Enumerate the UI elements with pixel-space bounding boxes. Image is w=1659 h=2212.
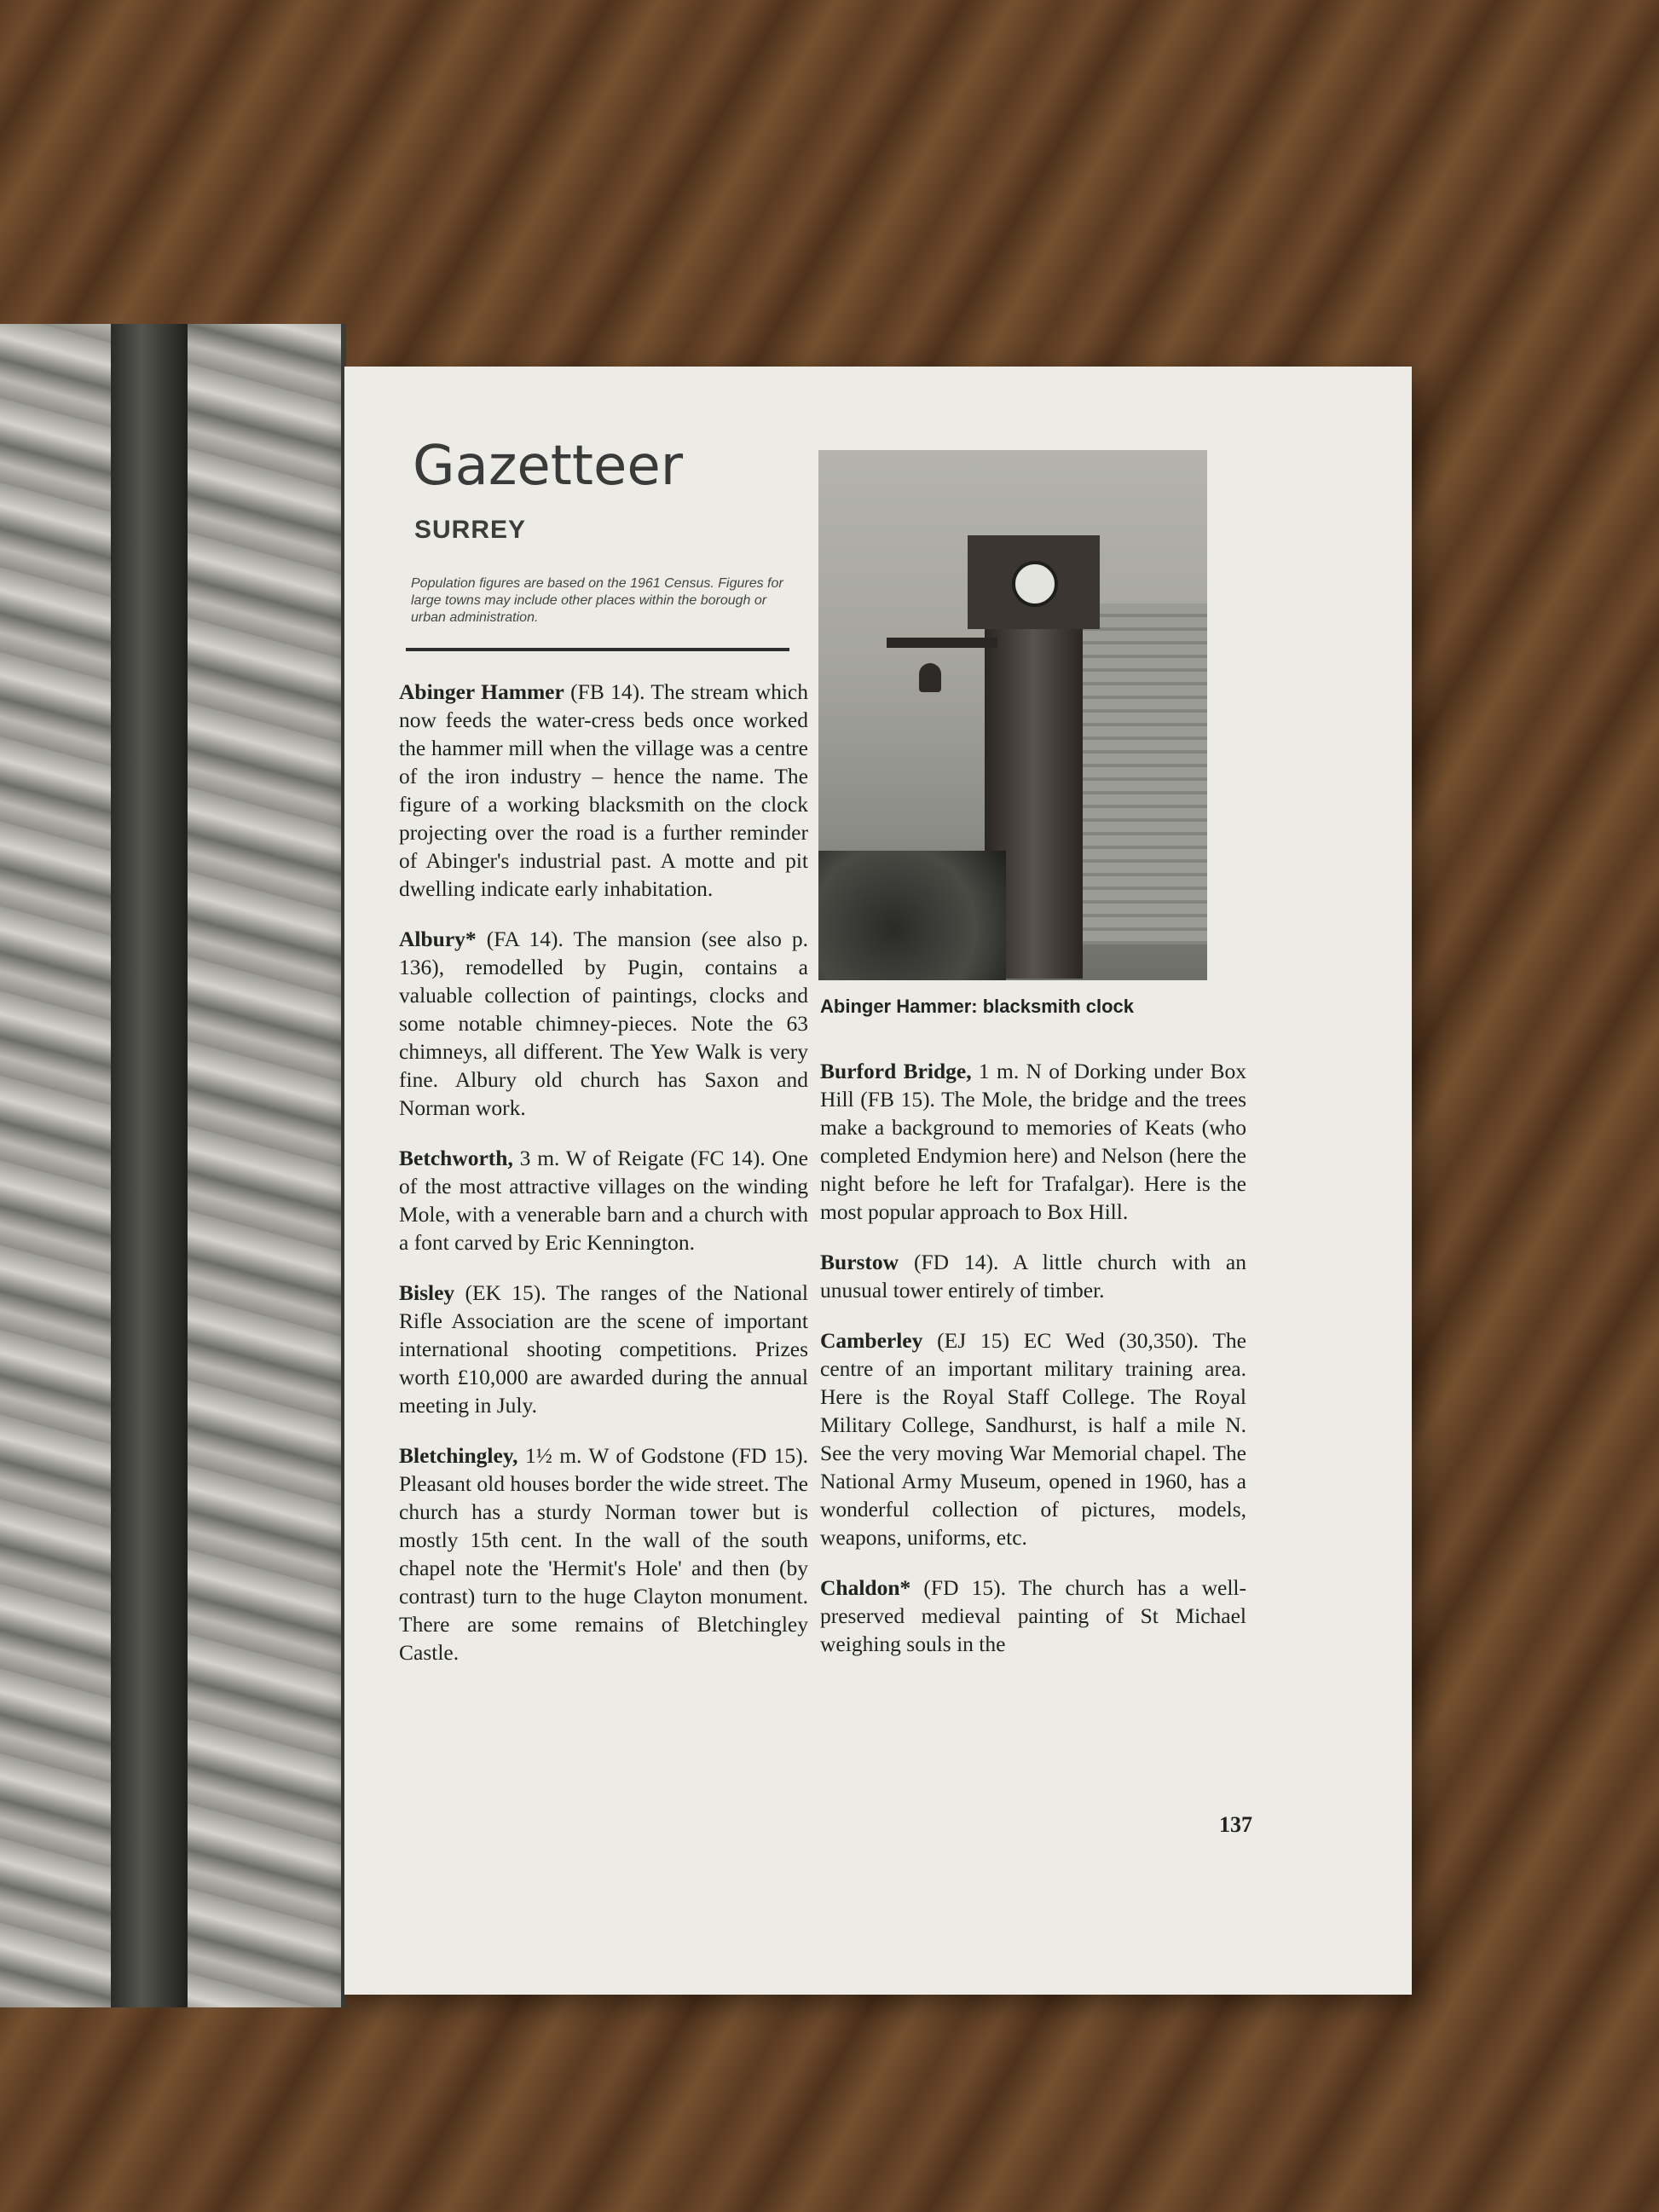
page-title: Gazetteer: [413, 435, 684, 498]
entry-text: (EK 15). The ranges of the National Rifle Association are the scene of important international shooting competitions. Prizes worth £10,000 are awarded during the annual meeting in July.: [399, 1280, 808, 1418]
entry-name: Betchworth,: [399, 1146, 513, 1170]
trees-shape: [818, 851, 1006, 980]
entry-name: Bisley: [399, 1280, 455, 1305]
gazetteer-entry: [399, 1279, 808, 1419]
entry-text: (FD 14). A little church with an unusual tower entirely of timber.: [820, 1250, 1246, 1302]
facing-page-photo: [0, 324, 346, 2007]
entry-name: Chaldon*: [820, 1575, 911, 1600]
page-subtitle: SURREY: [414, 516, 527, 544]
population-note: Population figures are based on the 1961 Census. Figures for large towns may include other places within the borough or urban administration.: [411, 576, 783, 625]
entry-name: Camberley: [820, 1328, 923, 1353]
entry-text: (FD 15). The church has a well-preserved medieval painting of St Michael weighing souls in the: [820, 1575, 1246, 1656]
gazetteer-entry: [399, 1144, 808, 1256]
gazetteer-entry: [820, 1057, 1246, 1226]
entry-text: 3 m. W of Reigate (FC 14). One of the most attractive villages on the winding Mole, with a venerable barn and a church with a font carved by Eric Kennington.: [399, 1146, 808, 1255]
gazetteer-entry: [399, 925, 808, 1122]
gazetteer-entry: [399, 678, 808, 903]
entry-name: Abinger Hammer: [399, 679, 564, 704]
page-number: 137: [1219, 1812, 1252, 1837]
entry-text: 1½ m. W of Godstone (FD 15). Pleasant old houses border the wide street. The church has a sturdy Norman tower but is mostly 15th cent. In the wall of the south chapel note the 'Hermit's Hole' and then (by contrast) turn to the huge Clayton monument. There are some remains of Bletchingley Castle.: [399, 1443, 808, 1665]
blacksmith-clock-photo: [818, 450, 1207, 980]
column-left: [399, 678, 808, 1689]
bracket-arm-shape: [887, 638, 997, 648]
divider-rule: [406, 648, 789, 651]
clock-icon: [1012, 561, 1058, 607]
gazetteer-entry: [820, 1574, 1246, 1658]
gazetteer-entry: [820, 1326, 1246, 1551]
entry-text: 1 m. N of Dorking under Box Hill (FB 15). The Mole, the bridge and the trees make a background to memories of Keats (who completed Endymion here) and Nelson (here the night before he left for Trafalgar). Here is the most popular approach to Box Hill.: [820, 1059, 1246, 1224]
drainpipe-image: [111, 324, 188, 2007]
gazetteer-entry: [399, 1441, 808, 1666]
entry-text: (EJ 15) EC Wed (30,350). The centre of an important military training area. Here is the Royal Staff College. The Royal Military College, Sandhurst, is half a mile N. See the very moving War Memorial chapel. The National Army Museum, opened in 1960, has a wonderful collection of pictures, models, weapons, uniforms, etc.: [820, 1328, 1246, 1550]
entry-name: Burstow: [820, 1250, 899, 1274]
column-right: [820, 1057, 1246, 1680]
entry-name: Albury*: [399, 927, 477, 951]
entry-text: (FA 14). The mansion (see also p. 136), remodelled by Pugin, contains a valuable collection of paintings, clocks and some notable chimney-pieces. Note the 63 chimneys, all different. The Yew Walk is very fine. Albury old church has Saxon and Norman work.: [399, 927, 808, 1120]
photo-caption: Abinger Hammer: blacksmith clock: [820, 996, 1135, 1017]
entry-name: Bletchingley,: [399, 1443, 518, 1468]
entry-text: (FB 14). The stream which now feeds the water-cress beds once worked the hammer mill when the village was a centre of the iron industry – hence the name. The figure of a working blacksmith on the clock projecting over the road is a further reminder of Abinger's industrial past. A motte and pit dwelling indicate early inhabitation.: [399, 679, 808, 901]
building-roof-shape: [1066, 604, 1207, 944]
gazetteer-entry: [820, 1248, 1246, 1304]
bell-icon: [919, 663, 941, 692]
book-page: [344, 367, 1412, 1995]
entry-name: Burford Bridge,: [820, 1059, 972, 1083]
